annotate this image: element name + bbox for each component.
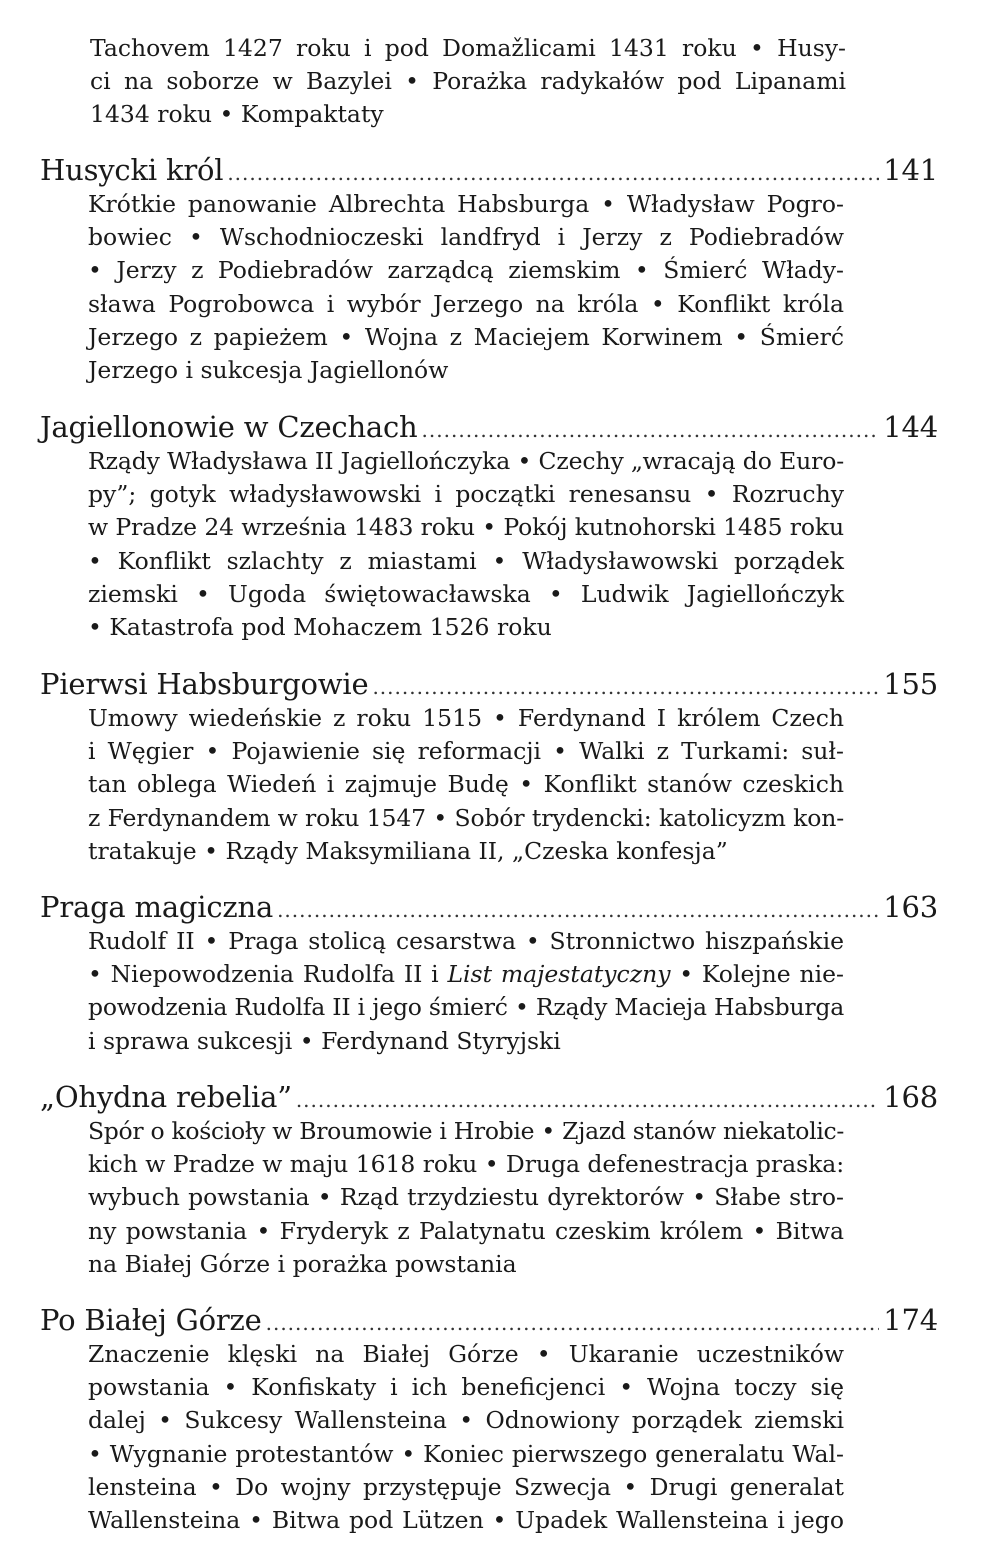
- toc-entry-pierwsi-habsburgowie: [40, 666, 938, 868]
- toc-entry-heading[interactable]: [40, 1079, 938, 1115]
- summary-line: Jerzego i sukcesja Jagiellonów: [88, 355, 449, 384]
- summary-line: kich w Pradze w maju 1618 roku • Druga defenestracja praska:: [88, 1150, 845, 1179]
- toc-entry-jagiellonowie: [40, 409, 938, 644]
- toc-entry-ohydna-rebelia: [40, 1079, 938, 1281]
- summary-line: 1434 roku • Kompaktaty: [90, 100, 384, 129]
- summary-line: ci na soborze w Bazylei • Porażka radykałów pod Lipanami: [90, 67, 846, 96]
- summary-line: i sprawa sukcesji • Ferdynand Styryjski: [88, 1026, 561, 1055]
- summary-text: • Kolejne nie-: [670, 960, 844, 989]
- dot-leader: [296, 1082, 879, 1118]
- chapter-summary: [88, 1338, 844, 1537]
- toc-entry-heading[interactable]: [40, 1302, 938, 1338]
- dot-leader: [422, 412, 880, 448]
- toc-entry-husycki-krol: [40, 152, 938, 387]
- summary-line: Rządy Władysława II Jagiellończyka • Czechy „wracają do Euro-: [88, 447, 845, 475]
- toc-entry-heading[interactable]: [40, 666, 938, 702]
- summary-line: py”; gotyk władysławowski i początki renesansu • Rozruchy: [88, 480, 844, 509]
- summary-line: ziemski • Ugoda świętowacławska • Ludwik Jagiellończyk: [88, 579, 844, 608]
- summary-line: z Ferdynandem w roku 1547 • Sobór trydencki: katolicyzm kon-: [88, 803, 845, 832]
- summary-line: dalej • Sukcesy Wallensteina • Odnowiony porządek ziemski: [88, 1406, 844, 1435]
- summary-line: • Wygnanie protestantów • Koniec pierwszego generalatu Wal-: [88, 1439, 844, 1468]
- summary-line: • Konflikt szlachty z miastami • Władysławowski porządek: [88, 546, 844, 575]
- summary-line: Krótkie panowanie Albrechta Habsburga • Władysław Pogro-: [88, 190, 844, 218]
- chapter-summary: [88, 925, 844, 1058]
- chapter-summary: [88, 445, 844, 644]
- page-number[interactable]: 141: [883, 153, 938, 187]
- toc-entry-heading[interactable]: [40, 409, 938, 445]
- summary-line: bowiec • Wschodnioczeski landfryd i Jerzy z Podiebradów: [88, 223, 844, 252]
- chapter-summary: [88, 702, 844, 868]
- page-number[interactable]: 155: [883, 667, 938, 701]
- toc-entry-po-bialej-gorze: [40, 1302, 938, 1537]
- summary-line: i Węgier • Pojawienie się reformacji • Walki z Turkami: suł-: [88, 737, 844, 766]
- page-number[interactable]: 163: [883, 890, 938, 924]
- page-number[interactable]: 168: [883, 1080, 938, 1114]
- chapter-title[interactable]: Husycki król: [40, 153, 224, 187]
- summary-line: powodzenia Rudolfa II i jego śmierć • Rządy Macieja Habsburga: [88, 993, 844, 1022]
- chapter-title[interactable]: Po Białej Górze: [40, 1303, 262, 1337]
- carryover-summary: [90, 32, 846, 132]
- summary-line: Umowy wiedeńskie z roku 1515 • Ferdynand I królem Czech: [88, 704, 844, 732]
- chapter-title[interactable]: Praga magiczna: [40, 890, 274, 924]
- chapter-summary: [88, 188, 844, 387]
- summary-line: • Jerzy z Podiebradów zarządcą ziemskim • Śmierć Włady-: [88, 256, 844, 285]
- page-number[interactable]: 144: [883, 410, 938, 444]
- summary-line: Spór o kościoły w Broumowie i Hrobie • Zjazd stanów niekatolic-: [88, 1117, 844, 1145]
- toc-entry-heading[interactable]: [40, 889, 938, 925]
- toc-entry-praga-magiczna: [40, 889, 938, 1058]
- summary-line: lensteina • Do wojny przystępuje Szwecja • Drugi generalat: [88, 1472, 844, 1501]
- dot-leader: [266, 1305, 880, 1341]
- summary-line: Wallensteina • Bitwa pod Lützen • Upadek Wallensteina i jego: [88, 1505, 844, 1534]
- page-number[interactable]: 174: [883, 1303, 938, 1337]
- summary-line: w Pradze 24 września 1483 roku • Pokój kutnohorski 1485 roku: [88, 513, 844, 542]
- summary-line: Rudolf II • Praga stolicą cesarstwa • Stronnictwo hiszpańskie: [88, 927, 844, 955]
- dot-leader: [372, 669, 879, 705]
- chapter-title[interactable]: Jagiellonowie w Czechach: [40, 410, 418, 444]
- summary-line: tratakuje • Rządy Maksymiliana II, „Czeska konfesja”: [88, 836, 728, 865]
- summary-line: wybuch powstania • Rząd trzydziestu dyrektorów • Słabe stro-: [88, 1183, 844, 1212]
- dot-leader: [277, 892, 879, 928]
- summary-line: ny powstania • Fryderyk z Palatynatu czeskim królem • Bitwa: [88, 1216, 844, 1245]
- summary-line: Jerzego z papieżem • Wojna z Maciejem Korwinem • Śmierć: [88, 322, 844, 351]
- summary-line: sława Pogrobowca i wybór Jerzego na króla • Konflikt króla: [88, 289, 844, 318]
- summary-line-with-italic: [88, 958, 844, 991]
- summary-text: • Niepowodzenia Rudolfa II i: [88, 960, 448, 989]
- toc-entry-heading[interactable]: [40, 152, 938, 188]
- chapter-summary: [88, 1115, 844, 1281]
- summary-line: tan oblega Wiedeń i zajmuje Budę • Konflikt stanów czeskich: [88, 770, 844, 799]
- italic-document-title: List majestatyczny: [447, 960, 671, 989]
- summary-line: na Białej Górze i porażka powstania: [88, 1249, 517, 1278]
- summary-line: • Katastrofa pod Mohaczem 1526 roku: [88, 612, 552, 641]
- dot-leader: [227, 155, 879, 191]
- summary-line: Tachovem 1427 roku i pod Domažlicami 1431 roku • Husy-: [90, 34, 846, 62]
- chapter-title[interactable]: Pierwsi Habsburgowie: [40, 667, 369, 701]
- summary-line: Znaczenie klęski na Białej Górze • Ukaranie uczestników: [88, 1340, 844, 1368]
- chapter-title[interactable]: „Ohydna rebelia”: [40, 1080, 292, 1114]
- summary-line: powstania • Konfiskaty i ich beneficjenci • Wojna toczy się: [88, 1373, 844, 1402]
